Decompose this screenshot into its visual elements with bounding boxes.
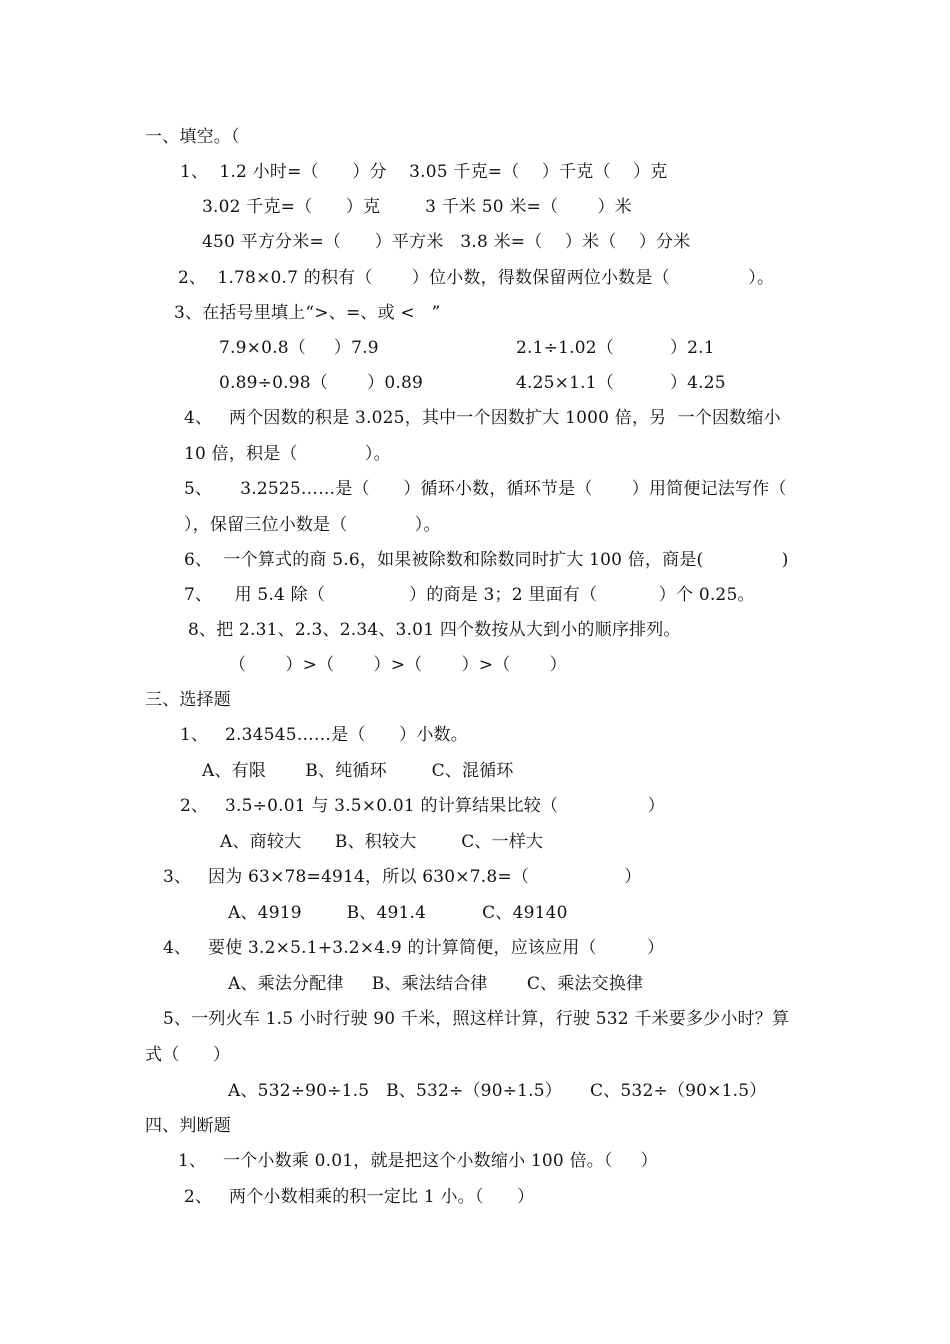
question-2: 2、 1.78×0.7 的积有（ ）位小数，得数保留两位小数是（ ）。 bbox=[178, 268, 775, 288]
section-heading-fill-blank: 一、填空。（ bbox=[145, 127, 240, 147]
question-3-item-a: 7.9×0.8（ ）7.9 bbox=[219, 338, 379, 358]
question-8-prompt: 8、把 2.31、2.3、2.34、3.01 四个数按从大到小的顺序排列。 bbox=[188, 620, 681, 640]
question-3-item-b: 2.1÷1.02（ ）2.1 bbox=[516, 338, 715, 358]
question-5-line-2: ），保留三位小数是（ ）。 bbox=[184, 515, 441, 535]
choice-question-1-options: A、有限 B、纯循环 C、混循环 bbox=[202, 761, 514, 781]
choice-question-4-options: A、乘法分配律 B、乘法结合律 C、乘法交换律 bbox=[228, 974, 644, 994]
question-4-line-1: 4、 两个因数的积是 3.025，其中一个因数扩大 1000 倍，另 一个因数缩小 bbox=[184, 408, 781, 428]
question-1-line-2: 3.02 千克=（ ）克 3 千米 50 米=（ ）米 bbox=[202, 197, 632, 217]
judge-question-1: 1、 一个小数乘 0.01，就是把这个小数缩小 100 倍。（ ） bbox=[178, 1151, 658, 1171]
choice-question-2: 2、 3.5÷0.01 与 3.5×0.01 的计算结果比较（ ） bbox=[180, 796, 665, 816]
choice-question-3-options: A、4919 B、491.4 C、49140 bbox=[228, 903, 568, 923]
section-heading-choice: 三、选择题 bbox=[145, 690, 231, 710]
choice-question-3: 3、 因为 63×78=4914，所以 630×7.8=（ ） bbox=[163, 867, 642, 887]
choice-question-5-line-2: 式（ ） bbox=[145, 1045, 231, 1065]
question-5-line-1: 5、 3.2525……是（ ）循环小数，循环节是（ ）用简便记法写作（ bbox=[184, 479, 787, 499]
choice-question-4: 4、 要使 3.2×5.1+3.2×4.9 的计算简便，应该应用（ ） bbox=[163, 938, 665, 958]
question-7: 7、 用 5.4 除（ ）的商是 3；2 里面有（ ）个 0.25。 bbox=[184, 585, 755, 605]
judge-question-2: 2、 两个小数相乘的积一定比 1 小。（ ） bbox=[184, 1187, 535, 1207]
question-3-prompt: 3、在括号里填上“>、=、或 < ” bbox=[174, 303, 441, 323]
choice-question-1: 1、 2.34545……是（ ）小数。 bbox=[180, 725, 468, 745]
question-4-line-2: 10 倍，积是（ ）。 bbox=[184, 444, 391, 464]
question-8-answer-row: （ ）>（ ）>（ ）>（ ） bbox=[229, 655, 567, 675]
question-6: 6、 一个算式的商 5.6，如果被除数和除数同时扩大 100 倍，商是( ) bbox=[184, 550, 789, 570]
question-1-line-3: 450 平方分米=（ ）平方米 3.8 米=（ ）米（ ）分米 bbox=[202, 232, 691, 252]
choice-question-5-line-1: 5、一列火车 1.5 小时行驶 90 千米，照这样计算，行驶 532 千米要多少小时？算 bbox=[163, 1009, 790, 1029]
question-3-item-d: 4.25×1.1（ ）4.25 bbox=[516, 373, 726, 393]
choice-question-2-options: A、商较大 B、积较大 C、一样大 bbox=[220, 832, 544, 852]
section-heading-judge: 四、判断题 bbox=[145, 1116, 231, 1136]
question-1-line-1: 1、 1.2 小时=（ ）分 3.05 千克=（ ）千克（ ）克 bbox=[180, 162, 668, 182]
question-3-item-c: 0.89÷0.98（ ）0.89 bbox=[219, 373, 424, 393]
choice-question-5-options: A、532÷90÷1.5 B、532÷（90÷1.5） C、532÷（90×1.5） bbox=[228, 1081, 767, 1101]
